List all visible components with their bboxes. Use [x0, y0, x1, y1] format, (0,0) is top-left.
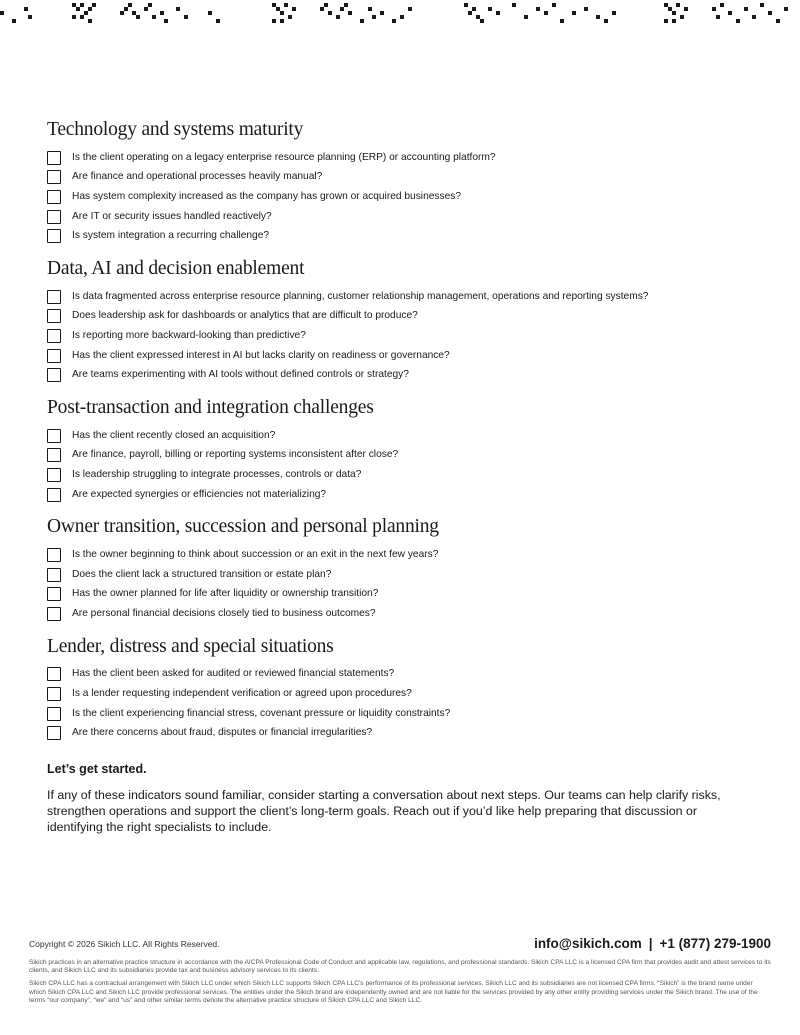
- checkbox[interactable]: [47, 488, 61, 502]
- checklist-item: [47, 485, 767, 505]
- section-heading: Lender, distress and special situations: [47, 635, 334, 657]
- checklist-item-label: Has the owner planned for life after liquidity or ownership transition?: [72, 588, 379, 600]
- disclaimer-paragraph: Sikich practices in an alternative practice structure in accordance with the AICPA Professional Code of Conduct and applicable law, regulations, and professional standards. Sikich CPA LLC is a licensed CPA firm that provides audit and attest services to its clients, and Sikich LLC and its subsidiaries provide tax and business advisory services to its clients.: [29, 959, 771, 975]
- section-heading: Technology and systems maturity: [47, 119, 304, 140]
- checklist-item: [47, 446, 767, 466]
- checklist-section: [47, 634, 767, 743]
- checklist-item: [47, 287, 767, 307]
- checkbox[interactable]: [47, 368, 61, 382]
- checklist-item: [47, 346, 767, 366]
- checklist-sections: [47, 117, 767, 743]
- checkbox[interactable]: [47, 548, 61, 562]
- disclaimer-paragraph: Sikich CPA LLC has a contractual arrangement with Sikich LLC under which Sikich LLC supports Sikich CPA LLC’s performance of its professional services. Sikich LLC and its subsidiaries are not licensed CPA firms. “Sikich” is the brand name under which Sikich CPA LLC and Sikich LLC provide professional services. The entities under the Sikich brand are independently owned and are not liable for the services provided by any other entity providing services under the Sikich brand. The use of the terms “our company”, “we” and “us” and other similar terms denote the alternative practice structure of Sikich CPA LLC and Sikich LLC.: [29, 980, 758, 1004]
- cta-title: Let’s get started.: [47, 762, 147, 777]
- checklist-item-label: Is data fragmented across enterprise resource planning, customer relationship management, operations and reporting systems?: [72, 290, 649, 302]
- checklist-item: [47, 665, 767, 685]
- checklist-item-label: Is leadership struggling to integrate processes, controls or data?: [72, 468, 362, 480]
- contact-separator: |: [648, 936, 653, 951]
- checklist-item: [47, 326, 767, 346]
- checklist-item-label: Has the client recently closed an acquisition?: [72, 429, 276, 441]
- checklist-item: [47, 226, 767, 246]
- checkbox[interactable]: [47, 707, 61, 721]
- checklist-section: [47, 514, 767, 623]
- footer-row: [29, 936, 771, 951]
- checkbox[interactable]: [47, 448, 61, 462]
- checkbox[interactable]: [47, 349, 61, 363]
- checkbox[interactable]: [47, 151, 61, 165]
- checklist-item-label: Is the owner beginning to think about succession or an exit in the next few years?: [72, 549, 439, 561]
- checklist-item-label: Has system complexity increased as the company has grown or acquired businesses?: [72, 190, 462, 202]
- checklist-item: [47, 704, 767, 724]
- cta-body: If any of these indicators sound familiar, consider starting a conversation about next steps. Our teams can help clarify risks, strengthen operations and support the client’s long-term goals. Reach out if you’d like help preparing that discussion or identifying the right specialists to include.: [47, 788, 721, 835]
- checklist-item-label: Are finance, payroll, billing or reporting systems inconsistent after close?: [72, 449, 399, 461]
- phone-link[interactable]: +1 (877) 279-1900: [659, 936, 771, 951]
- checkbox[interactable]: [47, 568, 61, 582]
- checkbox[interactable]: [47, 468, 61, 482]
- checklist-item-label: Is system integration a recurring challenge?: [72, 230, 270, 242]
- checklist-content: [47, 117, 767, 835]
- section-heading: Owner transition, succession and personal planning: [47, 516, 439, 538]
- decorative-pixel-pattern: [0, 0, 800, 26]
- checkbox[interactable]: [47, 170, 61, 184]
- checklist-item: [47, 684, 767, 704]
- checklist-item-label: Are personal financial decisions closely tied to business outcomes?: [72, 607, 376, 619]
- checklist-item-label: Are IT or security issues handled reactively?: [72, 210, 272, 222]
- checklist-item: [47, 148, 767, 168]
- checkbox[interactable]: [47, 190, 61, 204]
- checkbox[interactable]: [47, 587, 61, 601]
- checklist-item: [47, 307, 767, 327]
- checklist-item: [47, 168, 767, 188]
- checklist-item-label: Are teams experimenting with AI tools without defined controls or strategy?: [72, 369, 409, 381]
- section-heading: Data, AI and decision enablement: [47, 257, 305, 279]
- checklist-item: [47, 604, 767, 624]
- checklist-item-label: Are there concerns about fraud, disputes or financial irregularities?: [72, 727, 373, 739]
- checklist-item: [47, 207, 767, 227]
- page-footer: [29, 936, 771, 1005]
- checklist-item: [47, 585, 767, 605]
- checklist-item-label: Are expected synergies or efficiencies not materializing?: [72, 488, 327, 500]
- email-link[interactable]: info@sikich.com: [534, 936, 642, 951]
- copyright-text: Copyright © 2026 Sikich LLC. All Rights Reserved.: [29, 938, 220, 949]
- checklist-item: [47, 426, 767, 446]
- checklist-item-label: Has the client expressed interest in AI but lacks clarity on readiness or governance?: [72, 349, 450, 361]
- checkbox[interactable]: [47, 429, 61, 443]
- checkbox[interactable]: [47, 229, 61, 243]
- checklist-item-label: Has the client been asked for audited or reviewed financial statements?: [72, 668, 395, 680]
- checklist-item: [47, 187, 767, 207]
- checkbox[interactable]: [47, 726, 61, 740]
- checklist-item-label: Is the client operating on a legacy enterprise resource planning (ERP) or accounting platform?: [72, 151, 496, 163]
- checkbox[interactable]: [47, 607, 61, 621]
- checkbox[interactable]: [47, 687, 61, 701]
- checkbox[interactable]: [47, 309, 61, 323]
- checklist-item: [47, 723, 767, 743]
- checklist-item: [47, 545, 767, 565]
- section-heading: Post-transaction and integration challenges: [47, 396, 374, 418]
- checklist-item: [47, 365, 767, 385]
- checkbox[interactable]: [47, 329, 61, 343]
- checklist-item-label: Is a lender requesting independent verification or agreed upon procedures?: [72, 688, 412, 700]
- checklist-section: [47, 117, 767, 246]
- checkbox[interactable]: [47, 290, 61, 304]
- checklist-item: [47, 465, 767, 485]
- checklist-item-label: Does the client lack a structured transition or estate plan?: [72, 568, 332, 580]
- checklist-section: [47, 256, 767, 385]
- checklist-item-label: Does leadership ask for dashboards or analytics that are difficult to produce?: [72, 310, 418, 322]
- checklist-item-label: Is reporting more backward-looking than predictive?: [72, 329, 306, 341]
- checklist-item: [47, 565, 767, 585]
- checklist-item-label: Is the client experiencing financial stress, covenant pressure or liquidity constraints?: [72, 707, 451, 719]
- checklist-item-label: Are finance and operational processes heavily manual?: [72, 171, 323, 183]
- checkbox[interactable]: [47, 667, 61, 681]
- checkbox[interactable]: [47, 210, 61, 224]
- checklist-section: [47, 395, 767, 504]
- contact-info: [534, 936, 771, 951]
